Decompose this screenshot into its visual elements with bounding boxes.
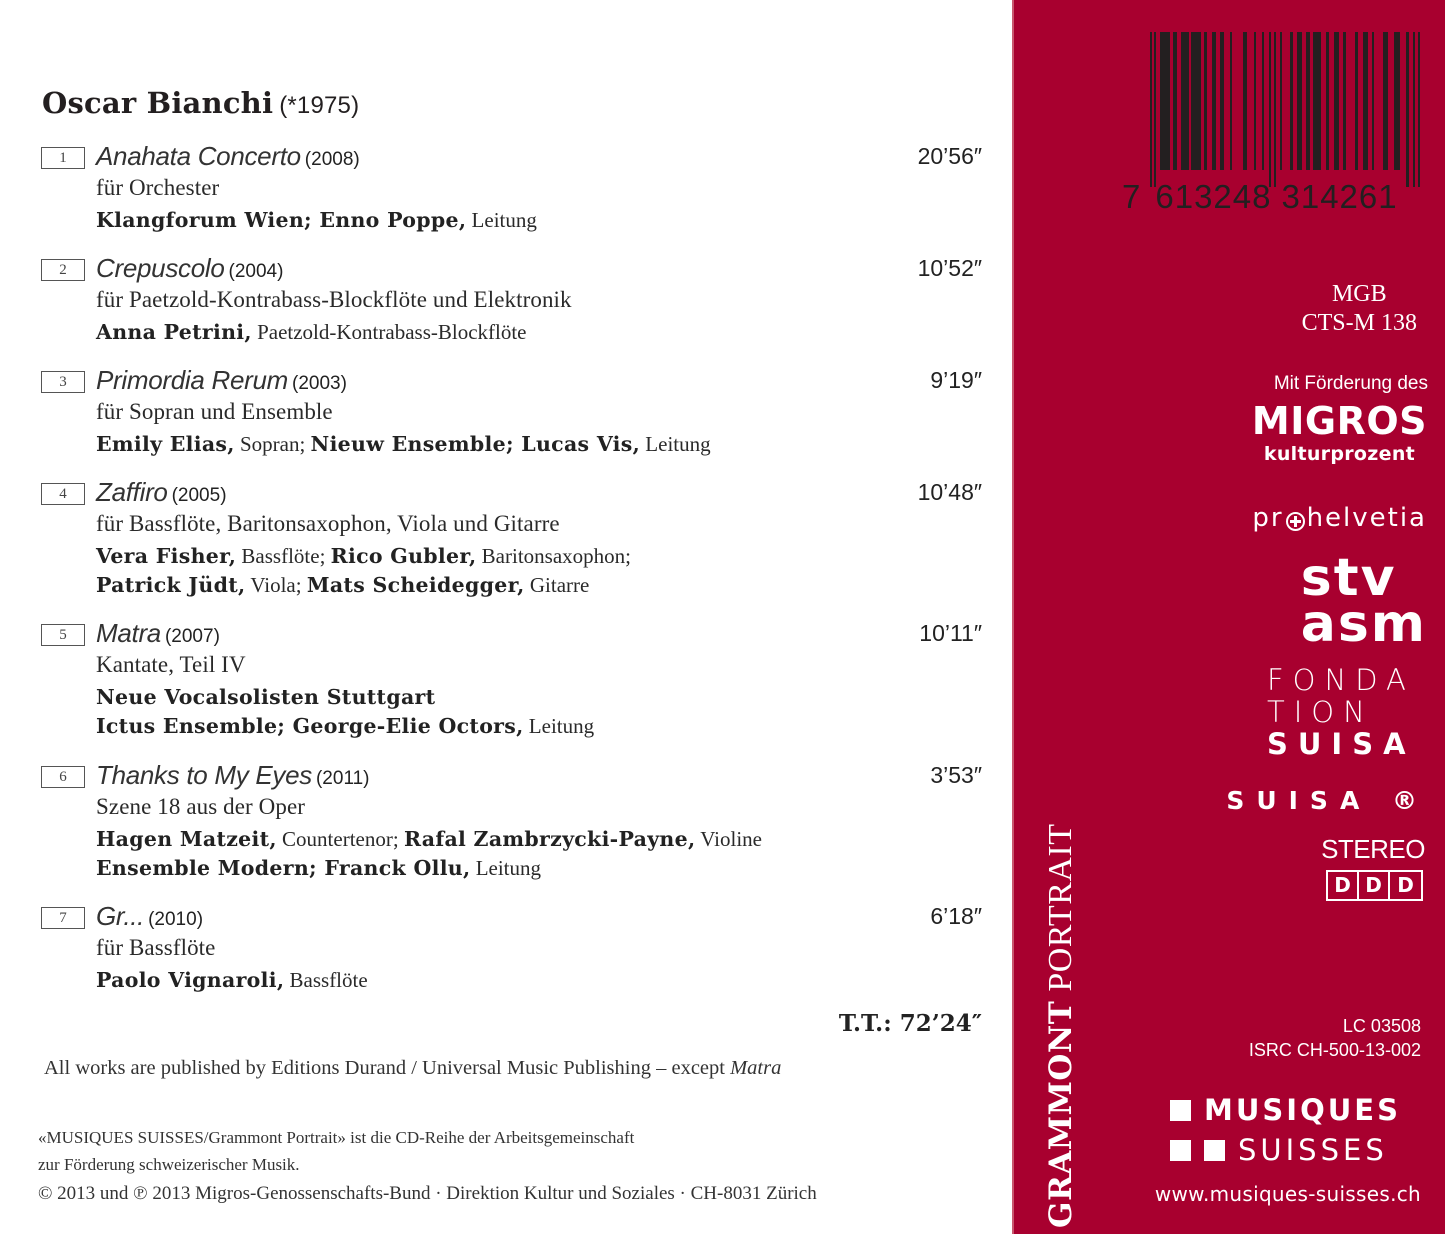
performer-name: Rafal Zambrzycki-Payne, <box>403 827 696 851</box>
track-title-line <box>96 141 360 172</box>
track-performers <box>96 432 711 457</box>
performer-name: Klangforum Wien; Enno Poppe, <box>96 208 467 232</box>
track-performers <box>96 544 631 569</box>
stv-asm-logo: stv asm <box>1300 548 1427 654</box>
track-number: 3 <box>41 371 85 393</box>
track-performers <box>96 968 368 993</box>
track-number: 5 <box>41 624 85 646</box>
performer-name: Patrick Jüdt, <box>96 573 246 597</box>
barcode-icon <box>1150 32 1422 187</box>
track-description: Szene 18 aus der Oper <box>96 794 306 819</box>
performer-role: Paetzold-Kontrabass-Blockflöte <box>251 320 527 344</box>
performer-role: Leitung <box>523 714 595 738</box>
track-number: 2 <box>41 259 85 281</box>
prohelvetia-logo: pr helvetia <box>1252 503 1427 533</box>
track-performers <box>96 685 435 710</box>
performer-name: Ictus Ensemble; George-Elie Octors, <box>96 714 524 738</box>
barcode-number: 7 613248 314261 <box>1122 178 1398 215</box>
track-duration: 6’18″ <box>930 903 982 929</box>
performer-role: Gitarre <box>524 573 590 597</box>
series-note <box>38 1124 838 1178</box>
square-icon <box>1170 1140 1191 1161</box>
publisher-note <box>44 1057 781 1080</box>
track-number: 7 <box>41 907 85 929</box>
track-duration: 10’52″ <box>917 255 982 281</box>
track-year: (2004) <box>228 261 284 282</box>
track-performers <box>96 573 589 598</box>
track-title-line <box>96 618 220 649</box>
suisa-logo: SUISA ® <box>1226 786 1429 815</box>
track-description: für Sopran und Ensemble <box>96 399 333 424</box>
performer-role: Baritonsaxophon; <box>476 544 631 568</box>
track-duration: 3’53″ <box>930 762 982 788</box>
track-year: (2008) <box>304 149 360 170</box>
track-performers <box>96 208 537 233</box>
copyright-line: © 2013 und ℗ 2013 Migros-Genossenschafts-Bund · Direktion Kultur und Soziales · CH-8031 Zürich <box>38 1183 817 1204</box>
track-year: (2007) <box>164 626 220 647</box>
label-sidebar <box>1012 0 1445 1234</box>
track-title: Primordia Rerum <box>96 365 288 395</box>
performer-name: Nieuw Ensemble; Lucas Vis, <box>310 432 641 456</box>
square-icon <box>1204 1140 1225 1161</box>
track-title-line <box>96 760 370 791</box>
track-description: Kantate, Teil IV <box>96 652 246 677</box>
track-description: für Bassflöte, Baritonsaxophon, Viola und Gitarre <box>96 511 560 536</box>
performer-role: Sopran; <box>234 432 311 456</box>
performer-role: Leitung <box>640 432 711 456</box>
track-duration: 10’48″ <box>917 479 982 505</box>
track-performers <box>96 320 527 345</box>
performer-name: Rico Gubler, <box>330 544 477 568</box>
track-performers <box>96 714 594 739</box>
track-title: Zaffiro <box>96 477 168 507</box>
publisher-exception: Matra <box>730 1057 782 1079</box>
series-note-line-1: «MUSIQUES SUISSES/Grammont Portrait» ist die CD-Reihe der Arbeitsgemeinschaft <box>38 1128 635 1147</box>
track-number: 6 <box>41 766 85 788</box>
catalog-label: MGB <box>1331 281 1387 307</box>
performer-name: Mats Scheidegger, <box>306 573 525 597</box>
track-title-line <box>96 901 203 932</box>
composer-name: Oscar Bianchi <box>42 86 274 120</box>
catalog-number <box>1302 280 1417 338</box>
track-title: Thanks to My Eyes <box>96 760 312 790</box>
lc-code: LC 03508 <box>1342 1016 1421 1036</box>
isrc-code: ISRC CH-500-13-002 <box>1248 1040 1421 1060</box>
swiss-cross-icon <box>1286 512 1305 531</box>
performer-name: Emily Elias, <box>96 432 235 456</box>
track-description: für Orchester <box>96 175 220 200</box>
track-description: für Paetzold-Kontrabass-Blockflöte und Elektronik <box>96 287 572 312</box>
track-number: 4 <box>41 483 85 505</box>
track-year: (2003) <box>292 373 347 394</box>
track-duration: 10’11″ <box>919 620 982 646</box>
website-link[interactable]: www.musiques-suisses.ch <box>1154 1182 1421 1206</box>
performer-name: Vera Fisher, <box>96 544 237 568</box>
fondation-suisa-logo: FONDA TION SUISA <box>1267 663 1416 761</box>
performer-name: Paolo Vignaroli, <box>96 968 285 992</box>
track-title: Crepuscolo <box>96 253 225 283</box>
composer-heading <box>42 86 359 120</box>
performer-name: Anna Petrini, <box>96 320 252 344</box>
performer-role: Leitung <box>470 856 542 880</box>
square-icon <box>1170 1100 1191 1121</box>
publisher-text: All works are published by Editions Durand / Universal Music Publishing – except <box>44 1057 731 1079</box>
performer-name: Hagen Matzeit, <box>96 827 277 851</box>
track-performers <box>96 856 541 881</box>
performer-role: Violine <box>695 827 763 851</box>
track-title: Anahata Concerto <box>96 141 301 171</box>
track-number: 1 <box>41 147 85 169</box>
performer-name: Ensemble Modern; Franck Ollu, <box>96 856 471 880</box>
musiques-suisses-logo: MUSIQUES SUISSES <box>1170 1090 1401 1170</box>
track-year: (2005) <box>171 485 227 506</box>
performer-role: Viola; <box>245 573 307 597</box>
track-title-line <box>96 253 283 284</box>
track-performers <box>96 827 762 852</box>
track-title: Gr... <box>96 901 145 931</box>
performer-name: Neue Vocalsolisten Stuttgart <box>96 685 436 709</box>
migros-logo: MIGROS kulturprozent <box>1251 399 1427 465</box>
track-year: (2010) <box>148 909 204 930</box>
track-year: (2011) <box>315 768 370 789</box>
composer-years: (*1975) <box>279 92 360 119</box>
track-duration: 20’56″ <box>917 143 982 169</box>
performer-role: Countertenor; <box>276 827 404 851</box>
catalog-code: CTS-M 138 <box>1301 310 1417 336</box>
support-label: Mit Förderung des <box>1273 373 1428 394</box>
track-title-line <box>96 477 227 508</box>
series-note-line-2: zur Förderung schweizerischer Musik. <box>38 1155 300 1174</box>
series-vertical-title: GRAMMONT PORTRAIT <box>1042 823 1079 1228</box>
total-time: T.T.: 72’24″ <box>838 1010 982 1037</box>
performer-role: Bassflöte <box>284 968 368 992</box>
performer-role: Leitung <box>466 208 537 232</box>
track-title-line <box>96 365 347 396</box>
label-codes <box>1249 1014 1421 1062</box>
track-description: für Bassflöte <box>96 935 216 960</box>
track-duration: 9’19″ <box>930 367 982 393</box>
track-title: Matra <box>96 618 161 648</box>
performer-role: Bassflöte; <box>236 544 331 568</box>
stereo-label: STEREO <box>1321 834 1425 864</box>
ddd-badge: D D D <box>1326 870 1423 901</box>
